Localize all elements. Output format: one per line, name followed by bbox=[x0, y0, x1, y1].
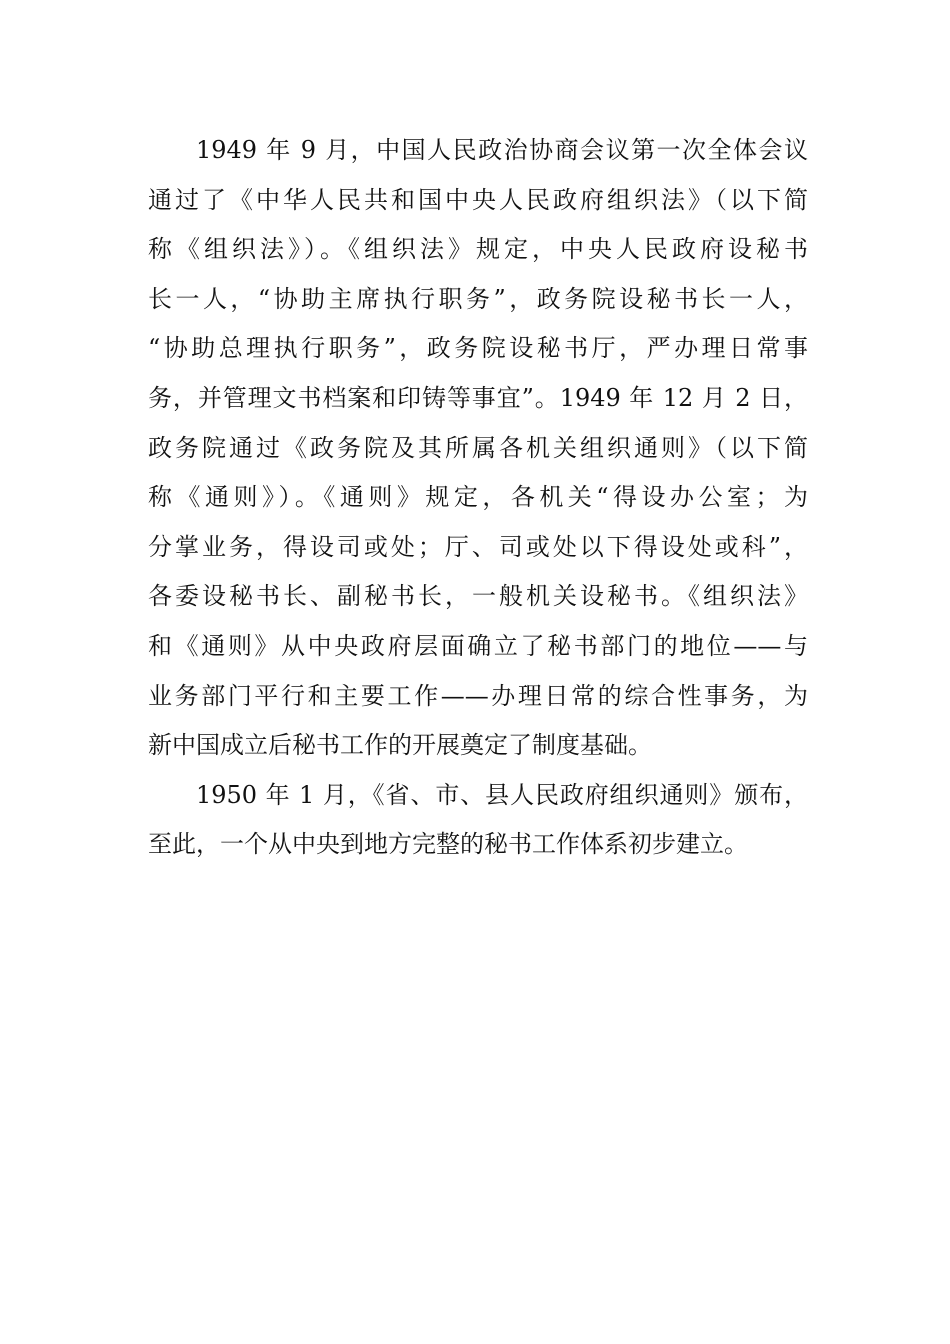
document-body bbox=[148, 126, 808, 870]
text-line: 至此，一个从中央到地方完整的秘书工作体系初步建立。 bbox=[148, 830, 748, 859]
text-line: 各委设秘书长、副秘书长，一般机关设秘书。《组织法》 bbox=[148, 582, 808, 611]
text-line: 和《通则》从中央政府层面确立了秘书部门的地位——与 bbox=[148, 631, 808, 660]
text-line: 政务院通过《政务院及其所属各机关组织通则》（以下简 bbox=[148, 433, 808, 462]
text-line: 业务部门平行和主要工作——办理日常的综合性事务，为 bbox=[148, 681, 808, 710]
text-line: 通过了《中华人民共和国中央人民政府组织法》（以下简 bbox=[148, 185, 808, 214]
text-line: 务，并管理文书档案和印铸等事宜”。1949 年 12 月 2 日， bbox=[148, 383, 808, 412]
text-line: 新中国成立后秘书工作的开展奠定了制度基础。 bbox=[148, 731, 652, 760]
paragraph-1 bbox=[148, 126, 808, 771]
text-line: 称《通则》）。《通则》规定，各机关“得设办公室；为 bbox=[148, 483, 808, 512]
text-line: 1950 年 1 月，《省、市、县人民政府组织通则》颁布， bbox=[196, 780, 808, 809]
text-line: “协助总理执行职务”，政务院设秘书厅，严办理日常事 bbox=[148, 334, 808, 363]
text-line: 称《组织法》）。《组织法》规定，中央人民政府设秘书 bbox=[148, 235, 808, 264]
text-line: 1949 年 9 月，中国人民政治协商会议第一次全体会议 bbox=[196, 136, 808, 164]
paragraph-2 bbox=[148, 771, 808, 870]
text-line: 分掌业务，得设司或处；厅、司或处以下得设处或科”， bbox=[148, 532, 808, 561]
text-line: 长一人，“协助主席执行职务”，政务院设秘书长一人， bbox=[148, 284, 808, 313]
